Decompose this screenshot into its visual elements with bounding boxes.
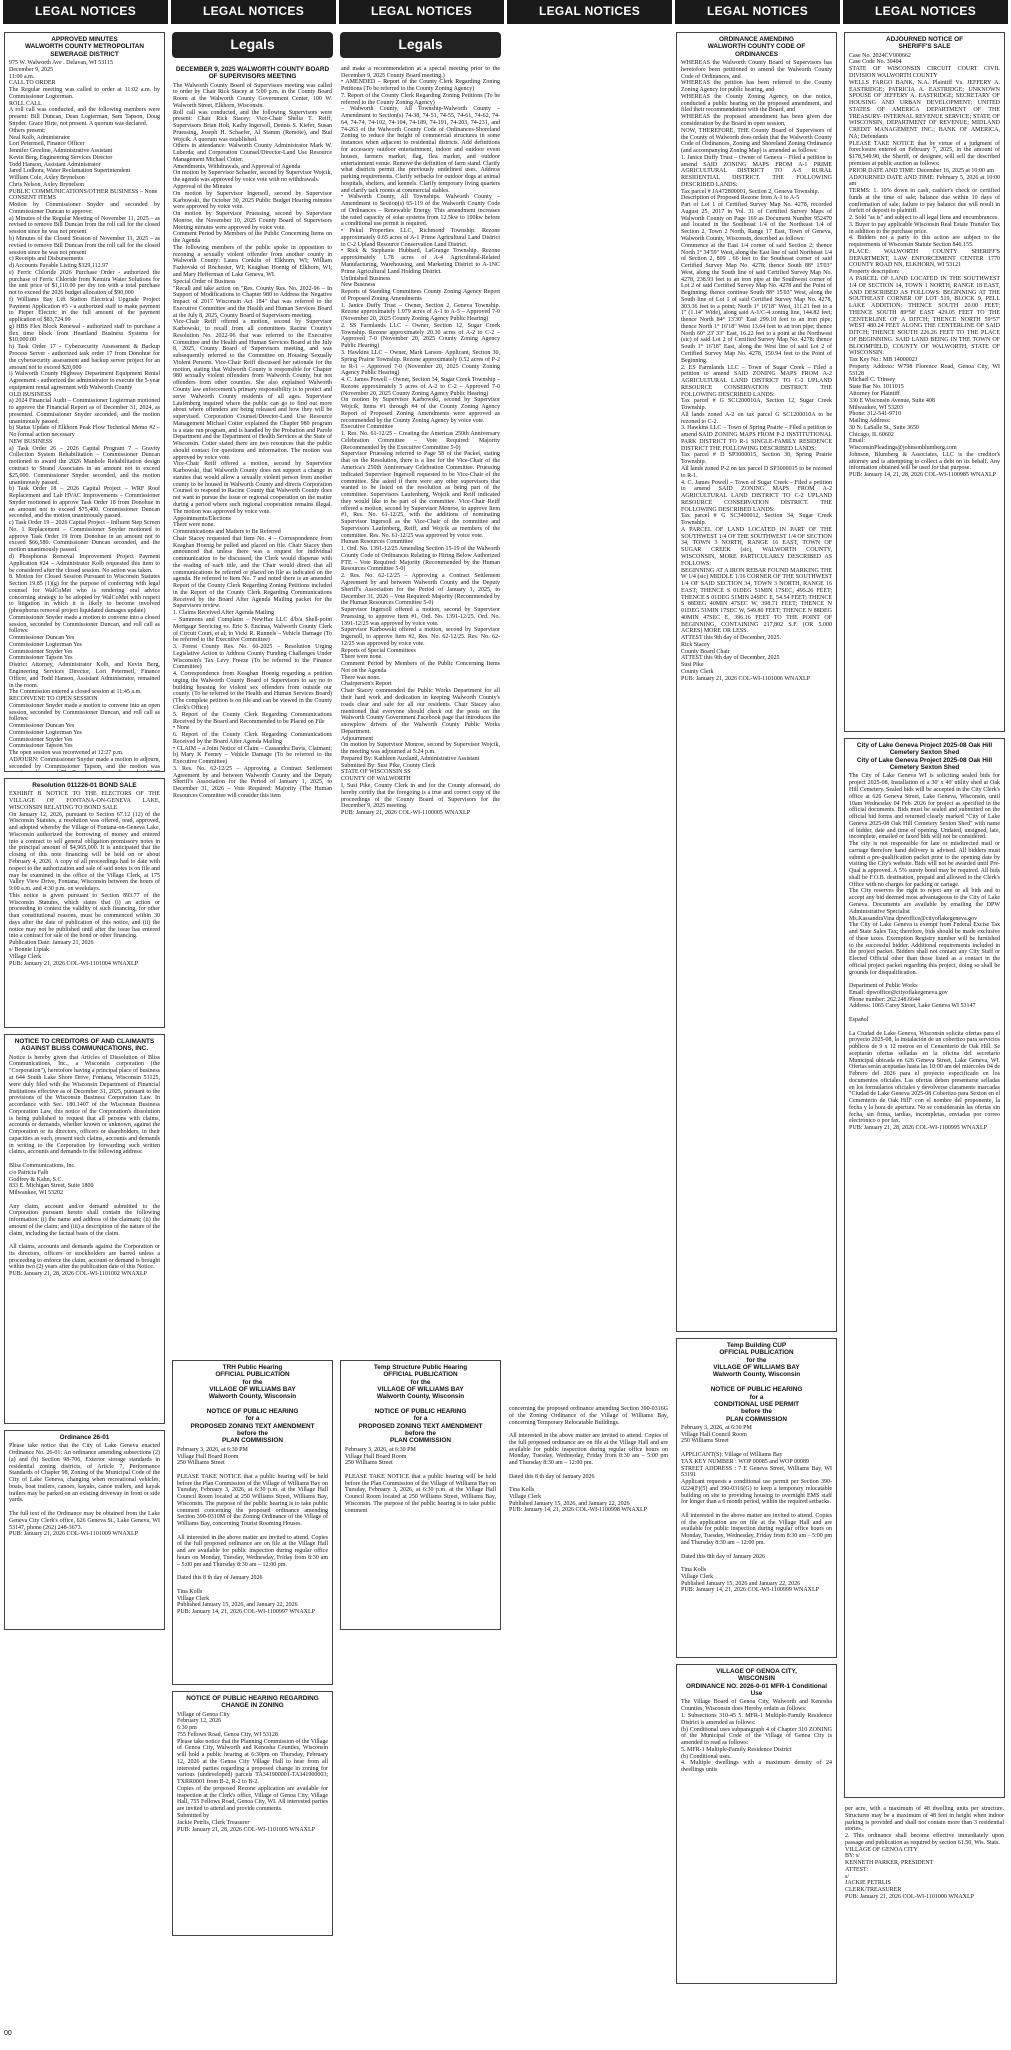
notice-trh-public-hearing — [172, 1360, 333, 1685]
notice-body: The Village Board of Genoa City, Walworth and Kenosha Counties, Wisconsin does Hereby ordain as follows: 1. Subsections 310-45 5. MFR-1 Multiple-Family Residence District is amended as follows: (b) Conditional uses subparagraph 4 of Chapter 310 ZONING of the Municipal Code of the Village of Genoa City is amended to read as follows: 5. MFR-1 Multiple-Family Residence District (b) Conditional uses. 4. Multiple dwellings with a maximum density of 24 dwellings units — [681, 1699, 832, 1774]
notice-body: February 3, 2026, at 6:30 PM Village Hall Council Room 250 Williams Street APPLICANT(S): Village of Williams Bay TAX KEY NUMBER : WOP 00085 and WOP 00089 STREET ADDRESS : 7 E Geneva Street, Williams Bay, WI 53191 Applicant requests a conditional use permit per Section 390-0224(F)(5) and 390-0316(G) to keep a temporary relocatable building on site to providing housing to overnight EMS staff for longer than a 6 month period, within the required setbacks. All interested in the above matter are invited to attend. Copies of the application are on file at the Village Hall and are available for public inspection during regular office hours on Monday, Tuesday, Wednesday, Friday from 8:30 am – 5:00 pm and Thursday 8:30 am – 12:00 pm. Dated this 8th day of January 2026 Tina Kolls Village Clerk Published January 15, 2026 and January 22, 2026 PUB: January 14, 21, 2026 COL-WI-1100999 WNAXLP — [681, 1424, 832, 1594]
notice-title: Temp Building CUP OFFICIAL PUBLICATION for the VILLAGE OF WILLIAMS BAY Walworth County, Wisconsin NOTICE OF PUBLIC HEARING for a CONDITIONAL USE PERMIT before the PLAN COMMISSION — [710, 1342, 803, 1423]
header-cell: LEGAL NOTICES — [843, 0, 1008, 24]
notice-body: February 3, 2026, at 6:30 PM Village Hall Board Room 250 Williams Street PLEASE TAKE NOTICE that a public hearing will be held before the Plan Commission of the Village of Williams Bay on Tuesday, February 3, 2026, at 6:30 p.m. at the Village Hall Council Room located at 250 Williams Street, Williams Bay, Wisconsin. The purpose of the public hearing is to take public comment concerning the proposed ordinance amending Section 390-0310M of the Zoning Ordinance of the Village of Williams Bay, concerning Tourist Rooming Houses. All interested in the above matter are invited to attend. Copies of the full proposed ordinance are on file at the Village Hall and are available for public inspection during regular office hours on Monday, Tuesday, Wednesday, Friday from 8:30 am – 5:00 pm and Thursday 8:30 am – 12:00 pm. Dated this 8 th day of January 2026 Tina Kolls Village Clerk Published January 15, 2026, and January 22, 2026 PUB: January 14, 21, 2026 COL-WI-1100997 WNAXLP — [177, 1446, 328, 1616]
notice-temp-structure — [340, 1360, 501, 1630]
header-cell: LEGAL NOTICES — [507, 0, 672, 24]
notice-title: DECEMBER 9, 2025 WALWORTH COUNTY BOARD OF SUPERVISORS MEETING — [175, 65, 330, 81]
notice-title: NOTICE OF PUBLIC HEARING REGARDING CHANGE IN ZONING — [186, 1694, 319, 1710]
legals-banner: Legals — [172, 32, 333, 58]
notice-title: Temp Structure Public Hearing OFFICIAL PUBLICATION for the VILLAGE OF WILLIAMS BAY Walworth County, Wisconsin NOTICE OF PUBLIC HEARING for a PROPOSED ZONING TEXT AMENDMENT before the PLAN COMMISSION — [358, 1363, 483, 1445]
header-cell: LEGAL NOTICES — [3, 0, 168, 24]
notice-body: The City of Lake Geneva WI is soliciting sealed bids for project 2025-08, Installation of a 30' x 40' utility shed at Oak Hill Cemetery. Sealed bids will be accepted in the City Clerk's office at 626 Geneva Street, Lake Geneva, Wisconsin, until 10am Wednesday 04 Feb. 2026 for project as specified in the official documents. Bids must be sealed and submitted on the official bid forms and returned clearly marked "City of Lake Geneva 2025-08 Oak Hill Cemetery Sexton Shed" with name of bidder, date and time of opening. Undated, unsigned, late, incomplete, emailed or faxed bids will not be considered. The city is not responsible for late or misdirected mail or carriage therefore hand delivery is advised. All bidders must submit a pre-qualification packet prior to the opening date by visiting the City's website. Bids will not be awarded until Pre-Qual is approved. A 5% surety bond may be required. All bids shall be F.O.B. destination, prepaid and allowed to the Clerk's Office with no charges for packing or cartage. The City reserves the right to reject any or all bids and to accept any bid deemed most advantageous to the City of Lake Geneva. Documents are available by emailing the DPW Administrative Specialist Ms.KassandraVina dpwoffice@cityoflakegeneva.gov The City of Lake Geneva is exempt from Federal Excise Tax and State Sales Tax; therefore, bids should be made exclusive of these taxes. Exemption Registry number will be furnished to the successful bidder. Additional requirements included in the project packet. Bidders shall not contact any City Staff or Elected Official other than those listed as a contact in the official project packet regarding this project, doing so shall be grounds for disqualification. Department of Public Works Email: dpwoffice@cityoflakegeneva.gov Phone number: 262.248.6644 Address: 1065 Carey Street, Lake Geneva WI 53147 Español La Ciudad de Lake Geneva, Wisconsin solicita ofertas para el proyecto 2025-08, la instalación de un cobertizo para servicios públicos de 9 x 12 metros en el Cementerio de Oak Hill. Se aceptarán ofertas selladas en la oficina del secretario Municipal ubicada en 626 Geneva Street, Lake Geneva, WI. Ofertas serán aceptadas hasta las 10:00 am del miércoles 04 de Febrero del 2026 para el proyecto especificado en los documentos oficiales. Las ofertas deben presentarse selladas en los formularios oficiales y devolverse claramente marcadas "Ciudad de Lake Geneva 2025-08 Cobertizo para Sexton en el Cementerio de Oak Hill" con el nombre del proponente, la fecha y la hora de apertura. No se considerarán las ofertas sin fecha, sin firma, tardías, incompletas, enviadas por correo electrónico o por fax. PUB: January 21, 28, 2026 COL-WI-1100995 WNAXLP — [849, 773, 1000, 1132]
notice-creditors — [4, 1034, 165, 1424]
notice-sheriff-sale — [844, 32, 1005, 732]
notice-temp-building-cup — [676, 1338, 837, 1658]
notice-columns — [4, 32, 1007, 2042]
notice-genoa-zoning-hearing — [172, 1691, 333, 1936]
legals-banner: Legals — [340, 32, 501, 58]
notice-body: Please take notice that the City of Lake Geneva enacted Ordinance No. 26-01: An ordinance amending subsections (2)(a) and (b) Section 98-706, Exterior storage standards in residential zoning districts, of Article 7, Performance Standards of Chapter 98, Zoning of the Municipal Code of the City of Lake Geneva, changing when recreational vehicles, boats, boat trailers, canoes, kayaks, canoe trailers, and kayak trailers may be parked on an existing driveway in front or side yards. The full text of the Ordinance may be obtained from the Lake Geneva City Clerk's office, 626 Geneva St., Lake Geneva, WI 53147, phone (262) 248-3673. PUB: January 21, 2026 COL-WI-1101009 WNAXLP — [9, 1443, 160, 1538]
notice-body: per acre, with a maximum of 48 dwelling units per structure. Structures may be a maximum of 48 feet in height when indoor parking is provided and shall not contain more than 3 residential stories. 2. This ordinance shall become effective immediately upon passage and publication as required by section 61.50, Wis. Stats. VILLAGE OF GENOA CITY BY: s/ KENNETH PARKER, PRESIDENT ATTEST: s/ JACKIE PETRLIS CLERK/TREASURER PUB: January 21, 2026 COL-WI-1101000 WNAXLP — [845, 1806, 1004, 1900]
column-3 — [340, 32, 501, 2042]
notice-body: 975 W. Walworth Ave . Delavan, WI 53115 December 9, 2025 11:00 a.m. CALL TO ORDER The Regular meeting was called to order at 11:02 a.m. by Commissioner Logterman. ROLL CALL A roll call was conducted, and the following members were present: Bill Duncan, Dean Logterman, Sam Tapson, Doug Snyder. Grace Hirte, not present. A quorum was declared. Others present: Neal Kolb, Administrator Lori Petermeil, Finance Officer Jennifer Greeline, Administrative Assistant Kevin Berg, Engineering Services Director Todd Hanson, Assistant Administrator Jared Lodhora, Water Reclamation Superintendent William Cole, Axley Brynelson Chris Nelson, Axley Brynelson PUBLIC COMMUNICATIONS/OTHER BUSINESS – None CONSENT ITEMS Motion by Commissioner Snyder and seconded by Commissioner Duncan to approve: a) Minutes of the Regular Meeting of November 11, 2025 – as revised to remove Bill Duncan from the roll call for the closed session since he was not present b) Minutes of the Closed Session of November 11, 2025 – as revised to remove Bill Duncan from the roll call for the closed session since he was not present c) Receipts and Disbursements d) Accounts Payable Listing $329,112.97 e) Ferric Chloride 2026 Purchase Order - authorized the purchase of Ferric Chloride from Kemira Water Solutions for the unit price of $1,110.00 per dry ton with a total purchase not to exceed the 2026 budget allocation of $90,000 f) Williams Bay Lift Station Electrical Upgrade Project Payment Application #3 - a authorized staff to make payment to Pieper Electric in the full amount of the payment application of $83,724.99 g) HBS Flex Block Renewal - authorized staff to purchase a flex time block from Heartland Business Systems for $10,000.00 h) Task Order 17 - Cybersecurity Assessment & Backup Process Server - authorized task order 17 from Donohue for the cybersecurity assessment and backup server project for an amount not to exceed $20,000 i) Walworth County Highway Department Equipment Rental Agreement - authorized the administrator to execute the 5-year equipment rental agreement with Walworth County OLD BUSINESS a) 2024 Financial Audit – Commissioner Logterman motioned to approve the Financial Report as of December 31, 2024, as presented. Commissioner Snyder seconded, and the motion unanimously passed. b) Status Update of Elkhorn Peak Flow Technical Memo #2 – No formal action necessary NEW BUSINESS a) Task Order 26 – 2026 Capital Program 7 – Gravity Collection System Rehabilitation – Commissioner Duncan motioned to award the 2026 Manhole Rehabilitation design contract to Strand Associates in an amount not to exceed $25,000. Commissioner Snyder seconded, and the motion unanimously passed. b) Task Order 18 – 2026 Capital Project – WRF Roof Replacement and Lab HVAC Improvements – Commissioner Snyder motioned to approve Task Order 18 from Donohue in an amount not to exceed $75,400. Commissioner Duncan seconded, and the motion unanimously passed. c) Task Order 19 – 2026 Capital Project – Influent Step Screen No. 1 Replacement – Commissioner Snyder motioned to approve Task Order 19 from Donohue in an amount not to exceed $66,580. Commissioner Duncan seconded, and the motion unanimously passed. d) Phosphorus Removal Improvement Project Payment Application #24 – Administrator Kolb requested this item to be considered after the closed session. No action was taken. 8. Motion for Closed Session Pursuant to Wisconsin Statutes Section 19.85 (1)(g) for the purpose of conferring with legal counsel for WalCoMet who is rendering oral advice concerning strategy to be adopted by WalCoMet with respect to litigation in which it is likely to become involved (phosphorus removal project liquidated damages update) Commissioner Snyder made a motion to convene into a closed session, seconded by Commissioner Duncan, and roll call as follows: Commissioner Duncan Yes Commissioner Logterman Yes Commissioner Snyder Yes Commissioner Tapson Yes District Attorney, Administrator Kolb, and Kevin Berg, Engineering Services Director, Lori Petermeil, Finance Officer, and Todd Hanson, Assistant Administrator, remained in the room. The Commission entered a closed session at 11:45 a.m. RECONVENE TO OPEN SESSION Commissioner Snyder made a motion to convene into an open session, seconded by Commissioner Duncan, and roll call as follows: Commissioner Duncan Yes Commissioner Logterman Yes Commissioner Snyder Yes Commissioner Tapson Yes The open session was reconvened at 12:27 p.m. ADJOURN: Commissioner Snyder made a motion to adjourn, seconded by Commissioner Tapson, and the motion was — [9, 60, 160, 770]
notice-body: Case No. 2024CV000662 Case Code No. 30404 STATE OF WISCONSIN CIRCUIT COURT CIVIL DIVISION WALWORTH COUNTY WELLS FARGO BANK, N.A. Plaintiff Vs. JEFFERY A. EASTRIDGE; PATRICIA A. EASTRIDGE; UNKNOWN SPOUSE OF JEFFERY A. EASTRIDGE; SECRETARY OF HOUSING AND URBAN DEVELOPMENT; UNITED STATES OF AMERICA DEPARTMENT OF THE TREASURY- INTERNAL REVENUE SERVICE; STATE OF WISCONSIN, DEPARTMENT OF REVENUE; MIDLAND CREDIT MANAGEMENT INC.; BANK OF AMERICA, NA; Defendants PLEASE TAKE NOTICE that by virtue of a judgment of foreclosure entered on February 7, 2025, in the amount of $178,549.90, the Sheriff, or designee, will sell the described premises at public auction as follows: PRIOR DATE AND TIME: December 16, 2025 at 10:00 am ADJOURNED DATE AND TIME: February 5, 2026 at 10:00 am TERMS: 1. 10% down in cash, cashier's check or certified funds at the time of sale; balance due within 10 days of confirmation of sale; failure to pay balance due will result in forfeit of deposit to plaintiff. 2. Sold "as is" and subject to all legal liens and encumbrances. 3. Buyer to pay applicable Wisconsin Real Estate Transfer Tax in addition to the purchase price. 4. Bidders not a party to this action are subject to the requirements of Wisconsin Statute Section 846.155. PLACE: WALWORTH COUNTY SHERIFF'S DEPARTMENT, LAW ENFORCEMENT CENTER 1770 COUNTY ROAD NN, ELKHORN, WI 53121 Property description: A PARCEL OF LAND LOCATED IN THE SOUTHWEST 1/4 OF SECTION 14, TOWN 1 NORTH, RANGE 18 EAST, AND DESCRIBED AS FOLLOWS: BEGINNING AT THE SOUTHEAST CORNER OF LOT 519, BLOCK 9, PELL LAKE ADDITION; THENCE SOUTH 20.00 FEET; THENCE SOUTH 89°58' EAST 429.05 FEET TO THE CENTERLINE OF A DITCH; THENCE NORTH 59°57' WEST 480.24 FEET ALONG THE CENTERLINE OF SAID DITCH; THENCE SOUTH 226.26 FEET TO THE PLACE OF BEGINNING. SAID LAND BEING IN THE TOWN OF BLOOMFIELD, COUNTY OF WALWORTH, STATE OF WISCONSIN. Tax Key No.: MB 1400002J Property Address: W798 Florence Road, Genoa City, WI 53128 Michael C. Trinsey State Bar No. 1011015 Attorney for Plaintiff 330 E Wisconsin Avenue, Suite 408 Milwaukee, WI 53203 Phone: 312-541-9710 Mailing Address: 30 N. LaSalle St., Suite 3650 Chicago, IL 60602 Email: WisconsinPleadings@johnsonblumberg.com Johnson, Blumberg & Associates, LLC is the creditor's attorney and is attempting to collect a debt on its behalf. Any information obtained will be used for that purpose. PUB: January 14, 21, 28, 2026 COL-WI-1100985 WNAXLP — [849, 52, 1000, 479]
column-2 — [172, 32, 333, 2042]
header-cell: LEGAL NOTICES — [339, 0, 504, 24]
notice-temp-structure-continued — [508, 1404, 669, 1634]
notice-title: TRH Public Hearing OFFICIAL PUBLICATION for the VILLAGE OF WILLIAMS BAY Walworth County, Wisconsin NOTICE OF PUBLIC HEARING for a PROPOSED ZONING TEXT AMENDMENT before the PLAN COMMISSION — [190, 1363, 315, 1445]
notice-title: APPROVED MINUTES WALWORTH COUNTY METROPOLITAN SEWERAGE DISTRICT — [24, 36, 145, 58]
notice-body: WHEREAS the Walworth County Board of Supervisors has heretofore been petitioned to amend the Walworth County Code of Ordinances, and WHEREAS the petition has been referred to the County Zoning Agency for public hearing, and WHEREAS the County Zoning Agency, on due notice, conducted a public hearing on the proposed amendment, and filed their recommendation with the Board, and WHEREAS the proposed amendment has been given due consideration by the Board in open session, NOW, THEREFORE, THE County Board of Supervisors of the County of Walworth does ordain that the Walworth County Code of Ordinances, Zoning and Shoreland Zoning Ordinance (and accompanying Zoning Map) is amended as follows: 1. Janice Duffy Trust – Owner of Geneva – Filed a petition to amend SAID ZONING MAPS FROM A-1 PRIME AGRICULTURAL DISTRICT TO A-5 RURAL RESIDENTIAL DISTRICT. THE FOLLOWING DESCRIBED LANDS: Tax parcel # JA472800001, Section 2, Geneva Township. Description of Proposed Rezone from A-1 to A-5 Part of Lot 1 of Certified Survey Map No. 4278, recorded August 25, 2017 in Vol. 31 of Certified Survey Maps of Walworth County on Page 169 as Document Number 952470 and located in the Southeast 1/4 of the Northeast 1/4 of Section 2, Town 2 North, Range 17 East, Town of Geneva, Walworth County, Wisconsin, described as follows: Commence at the East 1/4 corner of said Section 2; thence North 1° 34'59" West, along the East line of said Northeast 1/4 of Section 2, 809 . 66 feet to the Southeast corner of said Certified Survey Map No. 4278; thence South 88° 15'03" West, along the South line of said Certified Survey Map No. 4278, 238.93 feet to an iron pipe at the Southwest corner of Lot 2 of said Certified Survey Map No. 4278 and the Point of Beginning; thence continue South 88° 15'03" West, along the South line of Lot 1 of said Certified Survey Map No. 4278, 303.36 feet to a point; North 1° 16'18" West, 111.21 feet to a 1" (1.14" Wide), along said A-1/C-4 zoning line, 144.82 feet; thence North 84° 13'30" East 299.10 feet to an iron pipe; thence North 1° 16'18" West 13.64 feet to an iron pipe; thence North 60° 23' 33" East, 16.22 feet to a point at the Northwest (sic) of said Lot 2 of Certified Survey Map No. 4278; thence South 1° 16'18" East, along the West line of said Lot 2 of Certified Survey Map No. 4278, 150.94 feet to the Point of Beginning. 2. ES Farmlands LLC – Town of Sugar Creek – Filed a petition to amend SAID ZONING MAPS FROM A-2 AGRICULTURAL LAND DISTRICT TO C-2 UPLAND RESOURCE CONSERVATION DISTRICT. THE FOLLOWING DESCRIBED LANDS: Tax parcel # G SC1200010A, Section 12, Sugar Creek Township. All lands zoned A-2 on tax parcel G SC1200010A to be rezoned to C-2. 3. Hawkins LLC – Town of Spring Prairie – Filed a petition to amend SAID ZONING MAPS FROM P-2 INSTITUTIONAL PARK DISTRICT TO R-1 SINGLE-FAMILY RESIDENCE DISTRICT THE FOLLOWING DESCRIBED LANDS: Tax parcel # D SP3000015, Section 30, Spring Prairie Township. All lands zoned P-2 on tax parcel D SP3000015 to be rezoned to R-1. 4. C. James Powell – Town of Sugar Creek – Filed a petition to amend SAID ZONING MAPS FROM A-2 AGRICULTURAL LAND DISTRICT TO C-2 UPLAND RESOURCE CONSERVATION DISTRICT. THE FOLLOWING DESCRIBED LANDS: Tax parcel # G SC3400012, Section 34, Sugar Creek Township. A PARCEL OF LAND LOCATED IN PART OF THE SOUTHWEST 1/4 OF THE SOUTHWEST 1/4 OF SECTION 34, TOWN 3 NORTH, RANGE 16 EAST, TOWN OF SUGAR CREEK (sic), WALWORTH COUNTY, WISCONSIN, MORE PARTICULARLY DESCRIBED AS FOLLOWS: BEGINNING AT A IRON REBAR FOUND MARKING THE W 1/4 (sic) MIDDLE 1/16 CORNER OF THE SOUTHWEST 1/4 OF SAID SECTION 34, TOWN 3 NORTH, RANGE 16 EAST; THENCE S 01DEG 51MIN 17SEC, 495.26 FEET; THENCE S 01DEG 51MIN 24SEC E, 54.54 FEET; THENCE S 88DEG 40MIN 47SEC W, 398.71 FEET; THENCE N 01DEG 51MIN 17SEC W, 549.80 FEET; THENCE N 88DEG 40MIN 47SEC E, 396.16 FEET TO THE POINT OF BEGINNING, CONTAINING 217,802 S.F. (OR 5.000 ACRES) MORE OR LESS. ATTEST this 9th day of December, 2025. Rick Stacey County Board Chair ATTEST this 9th day of December, 2025 Susi Pike County Clerk PUB: January 21, 2026 COL-WI-1101006 WNAXLP — [681, 60, 832, 682]
notice-title: NOTICE TO CREDITORS OF AND CLAIMANTS AGAINST BLISS COMMUNICATIONS, INC. — [14, 1038, 155, 1053]
notice-body: Village of Genoa City February 12, 2026 6:30 pm 755 Fellows Road, Genoa City, WI 53128 Please take notice that the Planning Commission of the Village of Genoa City, Walworth and Kenosha Counties, Wisconsin will hold a public hearing at 6:30pm on Thursday, February 12, 2026 at the Genoa City Village Hall to hear from all interested parties regarding a proposed change in zoning for various (undeveloped) parcels TA341900001-TA341900003; TXRR0001 from B-2, R-2 to B-2. Copies of the proposed Rezone application are available for inspection at the Clerk's office, Village of Genoa City, Village Hall, 755 Fellows Road, Genoa City, WI. All interested parties are invited to attend and provide comments. Submitted by Jackie Petrlis, Clerk Treasurer PUB: January 21, 28, 2026 COL-WI-1101005 WNAXLP — [177, 1711, 329, 1833]
column-6 — [844, 32, 1005, 2042]
notice-ordinance-26-01 — [4, 1430, 165, 1630]
header-cell: LEGAL NOTICES — [171, 0, 336, 24]
notice-title: VILLAGE OF GENOA CITY, WISCONSIN ORDINANCE NO. 2026-0-01 MFR-1 Conditional Use — [686, 1668, 827, 1698]
notice-approved-minutes — [4, 32, 165, 772]
notice-body: Notice is hereby given that Articles of Dissolution of Bliss Communications, Inc., a Wisconsin corporation (the "Corporation"), heretofore having a principal place of business at 644 South Lake Shore Drive, Fontana, Wisconsin 53125, were duly filed with the Wisconsin Department of Financial Institutions effective as of December 31, 2025, pursuant to the provisions of the Wisconsin Business Corporation Law. In accordance with Sec. 180.1407 of the Wisconsin Business Corporation Law, this notice of the Corporation's dissolution is being published to request that all persons with claims, accounts or demands, whether known or unknown, against the Corporation or its directors, officers or shareholders, in their capacities as such, present such claims, accounts and demands in writing to the Corporation by forwarding such written claims, accounts and demands to the following address: Bliss Communications, Inc. c/o Patricia Falb Godfrey & Kahn, S.C. 833 E. Michigan Street, Suite 1800 Milwaukee, WI 53202 Any claim, account and/or demand submitted to the Corporation pursuant hereto shall contain the following information: (i) the name and address of the claimant; (ii) the amount of the claim; and (iii) a description of the nature of the claim, including the factual basis of the claim. All claims, accounts and demands against the Corporation or its directors, officers or stockholders are barred unless a proceeding to enforce the claim, account or demand is brought within two (2) years after the publication date of this Notice. PUB: January 21, 28, 2026 COL-WI-1101002 WNAXLP — [9, 1054, 160, 1278]
notice-ordinance-amending — [676, 32, 837, 1332]
column-1 — [4, 32, 165, 2042]
notice-body: and make a recommendation at a special meeting prior to the December 9, 2025 County Board meeting.) • AMENDED – Report of the County Clerk Regarding Zoning Petitions (To be referred to the County Zoning Agency) 7. Report of the County Clerk Regarding Zoning Petitions (To be referred to the County Zoning Agency) – Walworth County, All Township-Walworth County – Amendment to Section(s) 74-38, 74-51, 74-55, 74-61, 74-62, 74-64, 74-74, 74-102, 74-104, 74-189, 74-191, 74-203, 74-231, and 74-263 of the Walworth County Code of Ordinances-Shoreland Zoning to reduce the height of commercial structures in some instances when adjacent to residential districts. Add definitions for accessory outdoor entertainment, indoor and outdoor event houses, farmers market, flag, flea market, and outdoor entertainment venue. Remove the definition of farm stand. Clarify what districts permit the previously undefined uses. Address parking requirements. Clarify setbacks for outdoor dogs at animal hospitals, shelters, and kennels. Clarify temporary living quarters and clarify tack rooms at commercial stables. • Walworth County, All Townships. Walworth County – Amendment to Section(s) 65-119 of the Walworth County Code of Ordinances – Renewable Energy. This amendment increases the rated capacity of solar systems from 12.5kw to 100kw before a conditional use permit is required. • Pekul Properties LLC, Richmond Township. Rezone approximately 0.65 acres of A-1 Prime Agricultural Land District to C-2 Upland Resource Conservation Land District. • Rick & Stephanie Hubbard, LaGrange Township. Rezone approximately 1.78 acres of A-4 Agricultural-Related Manufacturing, Warehousing, and Marketing District to A-1NC Prime Agricultural Land Holding District. Unfinished Business New Business Reports of Standing Committees County Zoning Agency Report of Proposed Zoning Amendments 1. Janice Duffy Trust – Owner, Section 2, Geneva Township. Rezone approximately 1.079 acres of A-1 to A-5 – Approved 7-0 (November 20, 2025 County Zoning Agency Public Hearing) 2. SS Farmlands LLC – Owner, Section 12, Sugar Creek Township. Rezone approximately 20.30 acres of A-2 to C-2 – Approved 7-0 (November 20, 2025 County Zoning Agency Public Hearing) 3. Hawkins LLC – Owner, Mark Larson- Applicant, Section 30, Spring Prairie Township. Rezone approximately 0.52 acres of P-2 to R-1 – Approved 7-0 (November 20, 2025 County Zoning Agency Public Hearing) 4. C. James Powell – Owner, Section 34, Sugar Creek Township – Rezone approximately 5 acres of A-2 to C-2 – Approved 7-0 (November 20, 2025 County Zoning Agency Public Hearing) On motion by Supervisor Karbowski, second by Supervisor Wojcik, Items #1 through #4 of the County Zoning Agency Report of Proposed Zoning Amendments were approved as recommended by the County Zoning Agency by voice vote. Executive Committee 1. Res. No. 61-12/25 – Creating the Americas 250th Anniversary Celebration Committee – Vote Required: Majority (Recommended by the Executive Committee 5-0) Supervisor Pruessing referred to Page 58 of the Packet, stating that on the Resolution, there is a line for the Vice-Chair of the America's 250th Anniversary Celebration Committee. Pruessing indicated Supervisor Ingersoll requested to be Vice-Chair of the committee. She asked if there were any other supervisors that wanted to be listed on the resolution as being part of the committee. Supervisors Laufenberg, Wojcik and Reiff indicated they would like to be part of the committee. Vice-Chair Reiff offered a motion, second by Supervisor Monroe, to approve Item #1, Res. No. 61-12/25, with the additions of nominating Supervisor Ingersoll as the Vice-Chair of the committee and Supervisors Laufenberg, Reiff, and Wojcik as members of the committee. Res. No. 61-12/25 was approved by voice vote. Human Resources Committee 1. Ord. No. 1391-12/25 Amending Section 15-19 of the Walworth County Code of Ordinances Relating to Hiring Below Authorized FTE – Vote Required: Majority (Recommended by the Human Resources Committee 5-0) 2. Res. No. 62-12/25 – Approving a Contract Settlement Agreement by and between Walworth County and the Deputy Sheriff's Association for the Period of January 1, 2025, to December 31, 2026 – Vote Required: Majority (Recommended by the Human Resources Committee 5-0) Supervisor Ingersoll offered a motion, second by Supervisor Pruessing, to approve Item #1, Ord. No. 1391-12/25. Ord. No. 1391-12/25 was approved by voice vote. Supervisor Karbowski offered a motion, second by Supervisor Ingersoll, to approve Item #2, Res. No. 62-12/25. Res. No. 62-12/25 was approved by voice vote. Reports of Special Committees There were none. Comment Period by Members of the Public Concerning Items Not on the Agenda There was none. Chairperson's Report Chair Stacey commended the Public Works Department for all their hard work and dedication in keeping Walworth County's roads clear and safe for all our residents. Chair Stacey also mentioned that everyone should check out the posts on the Walworth County Government Facebook page that introduces the snowplow drivers of the Walworth County Public Works Department. Adjournment On motion by Supervisor Monroe, second by Supervisor Wojcik, the meeting was adjourned at 5:24 p.m. Prepared By: Kathleen Auxland, Administrative Assistant Submitted By: Susi Pike, County Clerk STATE OF WISCONSIN SS COUNTY OF WALWORTH I, Susi Pike, County Clerk in and for the County aforesaid, do hereby certify that the foregoing is a true and correct copy of the proceedings of the County Board of Supervisors for the December 9, 2025 meeting. PUB: January 21, 2026 COL-WI-1100005 WNAXLP — [341, 65, 500, 817]
notice-title: Ordinance 26-01 — [59, 1434, 110, 1441]
notice-title: ORDINANCE AMENDING WALWORTH COUNTY CODE OF ORDINANCES — [707, 36, 806, 58]
notice-genoa-ordinance-continued — [844, 1804, 1005, 2004]
notice-body: February 3, 2026, at 6:30 PM Village Hall Board Room 250 Williams Street PLEASE TAKE NOTICE that a public hearing will be held before the Plan Commission of the Village of Williams Bay on Tuesday, February 3, 2026, at 6:30 p.m. at the Village Hall Council Room located at 250 Williams Street, Williams Bay, Wisconsin. The purpose of the public hearing is to take public comment — [345, 1446, 496, 1514]
page-number: 00 — [4, 2030, 12, 2037]
legal-notices-header — [0, 0, 1011, 24]
notice-title: Resolution 011226-01 BOND SALE — [32, 782, 137, 789]
notice-body: concerning the proposed ordinance amending Section 390-0316G of the Zoning Ordinance of the Village of Williams Bay, concerning Temporary Relocatable Buildings. All interested in the above matter are invited to attend. Copies of the full proposed ordinance are on file at the Village Hall and are available for public inspection during regular office hours on Monday, Tuesday, Wednesday, Friday from 8:30 am – 5:00 pm and Thursday 8:30 am – 12:00 pm. Dated this 8 th day of January 2026 Tina Kolls Village Clerk Published January 15, 2026, and January 22, 2026 PUB: January 14, 21, 2026 COL-WI-1100998 WNAXLP — [509, 1406, 668, 1514]
notice-genoa-ordinance — [676, 1664, 837, 1984]
notice-body: The Walworth County Board of Supervisors meeting was called to order by Chair Rick Stacey at 5:00 p.m. in the County Board Room at the Walworth County Government Center, 100 W. Walworth Street, Elkhorn, Wisconsin. Roll call was conducted, and the following Supervisors were present: Chair Rick Stacey; Vice-Chair Shelia T. Reiff, Supervisors Brian Holt, Kathy Ingersoll, Dennis S. Kiefer, Susan Pruessing, Joseph H. Schaefer, Al Stamm (Remote), and Bud Wojcik. A quorum was established. Others in attendance: Walworth County Administrator Mark W. Luberda; and Corporation Counsel/Director-Land Use Resource Management Michael Cotter. Amendments, Withdrawals, and Approval of Agenda On motion by Supervisor Schaefer, second by Supervisor Wojcik, the agenda was approved by voice vote with no withdrawals. Approval of the Minutes On motion by Supervisor Ingersoll, second by Supervisor Karbowski, the October 30, 2025 Public Budget Hearing minutes were approved by voice vote. On motion by Supervisor Pruessing, second by Supervisor Monroe, the November 10, 2025 County Board of Supervisors Meeting minutes were approved by voice vote. Comment Period by Members of the Public Concerning Items on the Agenda The following members of the public spoke in opposition to rezoning a sexually violent offender from another county in Walworth County: Laura Conklin of Elkhorn, WI; William Fazhovski of Rochester, WI; Keaghan Hoenig of Elkhorn, WI; and Mary Hefferman of Lake Geneva, WI. Special Order of Business "Recall and take action on "Res. County Res. No. 2022-96 – In Support of Modifications to Chapter 980 to Address the Negative Impact of 2017 Wisconsin Act 184" that was referred to the Executive Committee and the Health and Human Services Board at the July 8, 2025, County Board of Supervisors meeting. Vice-Chair Reiff offered a motion, second by Supervisor Karbowski, to recall from all committees Racine County's Resolution No. 2022-96 that was referred to the Executive Committee and the Health and Human Services Board at the July 8, 2025, County Board of Supervisors meeting, and was subsequently referred to the Committee on Housing Sexually Violent Persons. Vice-Chair Reiff discussed her rationale for the motion, stating that Walworth County is responsible for Chapter 980 sexually violent offenders from Walworth County, but not offenders from other counties. She also explained Walworth County law enforcement's primary responsibility is to protect and serve Walworth County residents of all ages. Supervisor Laufenberg inquired where the public can go to find out more about where offenders are being released and how they will be supervised. Corporation Counsel/Director-Land Use Resource Management Michael Cotter explained the Chapter 980 program is a state run program, and is handled by the Probation and Parole Department and the Department of Health Services at the State of Wisconsin. Cotter stated there are two resources that the public should contact for questions and information. The motion was approved by voice vote. Vice-Chair Reiff offered a motion, second by Supervisor Karbowski, that Walworth County does not support a change in statutes that would allow a sexually violent person from another county to be housed in Walworth County and directs Corporation Counsel to respond to Racine County that Walworth County does not want to pursue the issue or regional cooperation on the matter during a period where such regional cooperation remains illegal. The motion was approved by voice vote. Appointments/Elections There were none. Communications and Matters to Be Referred Chair Stacey requested that Item No. 4 – Correspondence from Keaghan Hoenig be pulled and placed on file. Chair Stacey then announced that unless there was a request for individual communication to be discussed, the Clerk would dispense with the reading of each title, and the Chair would direct that all communications be referred or placed on file as indicated on the agenda. He referred to Item No. 7 and noted there is an amended Report of the County Clerk Regarding Zoning Petitions included in the Report of the County Clerk Regarding Communications Received by the Board After Agenda Mailing packet for the Supervisors review. 1. Claims Received After Agenda Mailing – Summons and Complaint – NewHaz LLC d/b/a Shell-point Mortgage Servicing vs. Eric S. Encinas, Walworth County Clerk of Circuit Court, et al; to Vicki R. Runnels – Vehicle Damage (To be referred to the Executive Committee) 3. Forest County Res. No. 60-2025 – Resolution Urging Legislative Action to Address County Funding Challenges Under Wisconsin's Tax Levy Freeze (To be referred to the Finance Committee) 4. Correspondence from Keaghan Hoenig regarding a petition urging the Walworth County Board of Supervisors to say no to building housing for violent sex offenders from outside our county. (To be referred to the Health and Human Services Board) (The complete petition is on file and can be viewed in the County Clerk's Office) 5. Report of the County Clerk Regarding Communications Received by the Board and Recommended to be Placed on File • None 6. Report of the County Clerk Regarding Communications Received by the Board After Agenda Mailing • CLAIM – a Joint Notice of Claim – Cassandra Davis, Claimant; b) Mary K Feeney – Vehicle Damage (To be referred to the Executive Committee) 3. Res. No. 62-12/25 – Approving a Contract Settlement Agreement by and between Walworth County and the Deputy Sheriff's Association for the Period of January 1, 2025, to December 31, 2026 – Vote Required: Majority (The Human Resources Committee will consider this item — [173, 82, 332, 799]
notice-walworth-board — [172, 64, 333, 1354]
column-4 — [508, 32, 669, 2042]
header-cell: LEGAL NOTICES — [675, 0, 840, 24]
column-5 — [676, 32, 837, 2042]
notice-resolution — [4, 778, 165, 1028]
notice-oak-hill-cemetery — [844, 738, 1005, 1798]
notice-body: EXHIBIT B NOTICE TO THE ELECTORS OF THE VILLAGE OF FONTANA-ON-GENEVA LAKE, WISCONSIN RELATING TO BOND SALE On January 12, 2026, pursuant to Section 67.12 (12) of the Wisconsin Statutes, a resolution was offered, read, approved, and adopted whereby the Village of Fontana-on-Geneva Lake, Wisconsin authorized the borrowing of money and entered into a contract to sell general obligation promissory notes in the principal amount of $4,965,000. It is anticipated that the closing of this note financing will be held on or about February 4, 2026. A copy of all proceedings had to date with respect to the authorization and sale of said notes is on file and may be examined in the office of the Village Clerk, at 175 Valley View Drive, Fontana, Wisconsin between the hours of 9:00 a.m. and 4:30 p.m. on weekdays. This notice is given pursuant to Section 893.77 of the Wisconsin Statutes, which states that (i) an action or proceeding to contest the validity of such financing, for other than constitutional reasons, must be commenced within 30 days after the date of publication of this notice, and (ii) the notice may not be published until after the issue has entered into a contract for sale of the bond or other financing. Publication Date: January 21, 2026 s/ Bonnie Liptak Village Clerk PUB: January 21, 2026 COL-WI-1101004 WNAXLP — [9, 791, 160, 967]
notice-title: City of Lake Geneva Project 2025-08 Oak Hill Cemetery Sexton Shed City of Lake Geneva Project 2025-08 Oak Hill Cemetery Sexton Shed — [856, 742, 993, 772]
notice-walworth-board-continued — [340, 64, 501, 1354]
notice-title: ADJOURNED NOTICE OF SHERIFF'S SALE — [885, 36, 964, 51]
